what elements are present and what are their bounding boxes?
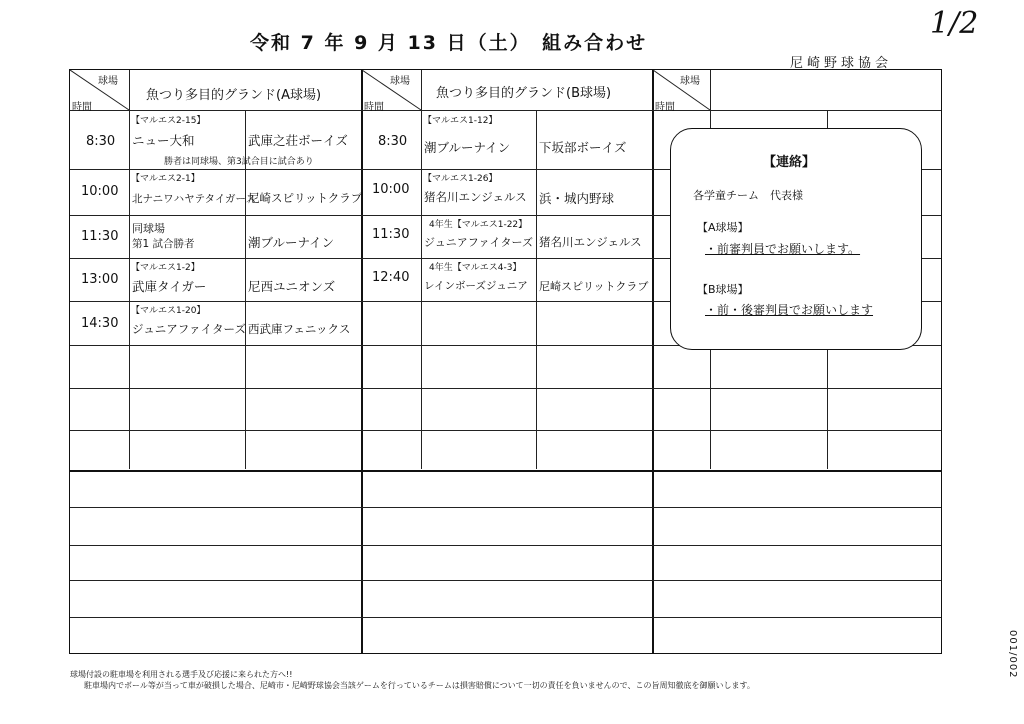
team-name: ニュー大和	[132, 133, 195, 148]
team-name: 武庫之荘ボーイズ	[248, 133, 348, 148]
game-tag: 【マルエス2-15】	[131, 116, 206, 126]
game-note: 勝者は同球場、第3試合目に試合あり	[164, 157, 314, 167]
time-label: 時間	[655, 102, 675, 113]
field-b-header: 魚つり多目的グランド(B球場)	[436, 86, 612, 101]
game-tag: 【マルエス1-20】	[131, 306, 206, 316]
team-name: 尼崎スピリットクラブ	[539, 280, 649, 293]
team-name: 潮ブルーナイン	[248, 235, 335, 250]
field-a-notice-title: 【A球場】	[697, 221, 749, 234]
game-time: 11:30	[372, 227, 410, 242]
field-label: 球場	[98, 76, 118, 87]
game-time: 10:00	[81, 184, 119, 199]
time-label: 時間	[72, 102, 92, 113]
team-name: 下坂部ボーイズ	[539, 140, 627, 155]
game-time: 10:00	[372, 182, 410, 197]
team-name: 猪名川エンジェルス	[424, 190, 527, 204]
game-tag: 【マルエス1-12】	[423, 116, 498, 126]
organizer-name: 尼崎野球協会	[790, 56, 893, 71]
team-name: ジュニアファイターズ	[424, 236, 534, 249]
contact-title: 【連絡】	[763, 155, 816, 170]
fax-page-counter: 001/002	[1007, 630, 1018, 679]
game-time: 12:40	[372, 270, 410, 285]
game-time: 11:30	[81, 229, 119, 244]
contact-addressee: 各学童チーム 代表様	[693, 189, 803, 202]
footer-note-line: 駐車場内でボール等が当って車が破損した場合、尼崎市・尼崎野球協会当該ゲームを行っているチームは損害賠償について一切の責任を負いませんので、この旨周知徹底を御願いします。	[84, 681, 755, 690]
game-time: 8:30	[378, 134, 408, 149]
team-name: 猪名川エンジェルス	[539, 235, 642, 249]
footer-note-line: 球場付設の駐車場を利用される選手及び応援に来られた方へ!!	[70, 670, 293, 679]
time-label: 時間	[364, 102, 384, 113]
field-a-notice-text: ・前審判員でお願いします。	[705, 242, 861, 256]
field-label: 球場	[680, 76, 700, 87]
team-name: ジュニアファイターズ	[132, 322, 246, 336]
game-tag: 4年生【マルエス1-22】	[429, 220, 528, 230]
field-label: 球場	[390, 76, 410, 87]
contact-box	[670, 128, 922, 350]
team-name: 第1 試合勝者	[132, 238, 195, 250]
page-title: 令和 7 年 9 月 13 日（土） 組み合わせ	[250, 32, 648, 54]
game-time: 13:00	[81, 272, 119, 287]
team-name: 浜・城内野球	[539, 191, 615, 206]
game-tag: 【マルエス2-1】	[131, 174, 200, 184]
game-tag: 【マルエス1-26】	[423, 174, 498, 184]
team-name: 北ナニワハヤテタイガース	[132, 193, 257, 205]
team-name: 尼西ユニオンズ	[248, 279, 336, 294]
page-number-mark: 1/2	[930, 6, 979, 41]
field-b-notice-title: 【B球場】	[697, 283, 749, 296]
team-name: 西武庫フェニックス	[248, 322, 351, 336]
team-name: 尼崎スピリットクラブ	[248, 191, 363, 205]
team-name: 武庫タイガー	[132, 279, 207, 294]
game-time: 14:30	[81, 316, 119, 331]
game-time: 8:30	[86, 134, 116, 149]
game-tag: 4年生【マルエス4-3】	[429, 263, 522, 273]
game-tag: 【マルエス1-2】	[131, 263, 200, 273]
team-name: レインボーズジュニア	[424, 280, 528, 292]
field-a-header: 魚つり多目的グランド(A球場)	[146, 88, 322, 103]
team-name: 同球場	[132, 222, 165, 235]
team-name: 潮ブルーナイン	[424, 140, 511, 155]
field-b-notice-text: ・前・後審判員でお願いします	[705, 303, 874, 317]
footer-notes	[70, 669, 755, 691]
